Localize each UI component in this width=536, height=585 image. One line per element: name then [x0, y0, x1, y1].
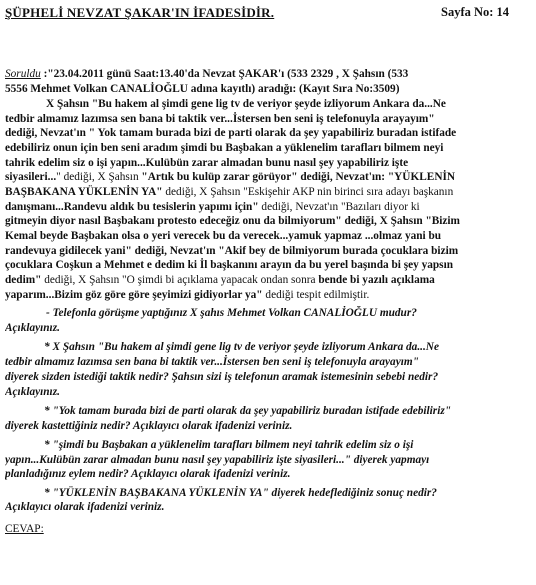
text-line: [46, 306, 532, 320]
text-line: [5, 419, 532, 433]
text-run: X Şahsın "Bu hakem al şimdi gene lig tv de veriyor şeyde izliyorum Ankara da...Ne: [46, 98, 446, 110]
text-line: [5, 141, 532, 155]
text-run: 5556 Mehmet Volkan CANALİOĞLU adına kayıtlı) aradığı: (Kayıt Sıra No:3509): [5, 83, 400, 95]
text-line: [5, 126, 532, 140]
text-line: [5, 522, 532, 536]
text-line: [5, 355, 532, 369]
text-line: [5, 200, 532, 214]
text-run: Açıklayınız.: [5, 386, 60, 398]
text-line: [5, 67, 532, 81]
text-run: dediği, Nevzat'ın " Yok tamam burada bizi de parti olarak da şey yapabiliriz buradan istifade: [5, 127, 457, 139]
text-run: * "şimdi bu Başbakan a yüklenelim tarafları bilmem neyi tahrik edelim siz o işi: [44, 439, 414, 451]
text-run: tahrik edelim siz o işi yapın...Kulübün zarar almadan bunu nasıl şey yapabiliriz işte: [5, 157, 409, 169]
text-run: yapın...Kulübün zarar almadan bunu nasıl şey yapabiliriz işte siyasileri..." diyerek yapmayı: [5, 454, 430, 466]
text-run: * X Şahsın "Bu hakem al şimdi gene lig tv de veriyor şeyde izliyorum Ankara da...Ne: [44, 341, 439, 353]
text-line: [5, 170, 532, 184]
page-number: Sayfa No: 14: [441, 5, 510, 19]
text-run: dediği, X Şahsın "Eskişehir AKP nin birinci sıra adayı başkanın: [162, 186, 454, 198]
text-line: [5, 321, 532, 335]
text-run: Soruldu: [5, 68, 41, 80]
text-run: bende bi yazılı açıklama: [318, 274, 435, 286]
text-run: Açıklayıcı olarak ifadenizi veriniz.: [5, 501, 165, 513]
text-run: - Telefonla görüşme yaptığınız X şahıs Mehmet Volkan CANALİOĞLU mudur?: [46, 307, 417, 319]
text-run: yaparım...Bizim göz göre göre şeyimizi gidiyorlar ya": [5, 289, 263, 301]
text-run: Kemal beyde Başbakan olsa o yeri verecek bu da verecek...yamuk yapmaz ...olmaz yani bu: [5, 230, 442, 242]
text-run: tedbir almamız lazımsa sen bana bi taktik ver...İstersen ben seni iş telefonuyla arayayım": [5, 113, 435, 125]
text-line: [5, 156, 532, 170]
text-line: [5, 385, 532, 399]
text-run: :"23.04.2011 günü Saat:13.40'da Nevzat ŞAKAR'ı (533 2329 , X Şahsın (533: [40, 68, 409, 80]
text-run: dediği, Nevzat'ın: "YÜKLENİN: [297, 171, 456, 183]
text-run: siyasileri...: [5, 171, 57, 183]
text-run: " dediği, X Şahsın: [56, 171, 142, 183]
text-line: [5, 229, 532, 243]
text-run: tedbir almamız lazımsa sen bana bi taktik ver...İstersen ben seni iş telefonuyla arayayım": [5, 356, 419, 368]
text-line: [46, 97, 532, 111]
text-line: [5, 467, 532, 481]
text-run: BAŞBAKANA YÜKLENİN YA": [5, 186, 163, 198]
text-line: [5, 214, 532, 228]
text-run: CEVAP:: [5, 523, 44, 535]
text-line: [5, 273, 532, 287]
text-line: [5, 185, 532, 199]
text-line: [5, 288, 532, 302]
text-run: danışmanı...Randevu aldık bu tesislerin yapımı için": [5, 201, 259, 213]
text-run: planladığınız eylem nedir? Açıklayıcı olarak ifadenizi veriniz.: [5, 468, 291, 480]
text-run: dediği, Nevzat'ın "Bazıları diyor ki: [258, 201, 420, 213]
document-title: ŞÜPHELİ NEVZAT ŞAKAR'IN İFADESİDİR.: [5, 5, 275, 20]
text-run: Açıklayınız.: [5, 322, 60, 334]
text-run: çocuklara Coşkun a Mehmet e dedim ki İl başkanını arayın da bu yerel başında bi şey yapsın: [5, 259, 453, 271]
text-line: [44, 438, 532, 452]
text-run: dediği, X Şahsın "O şimdi bi açıklama yapacak ondan sonra: [41, 274, 319, 286]
text-line: [44, 404, 532, 418]
text-run: * "Yok tamam burada bizi de parti olarak da şey yapabiliriz buradan istifade edebiliriz": [44, 405, 452, 417]
text-run: dediği tespit edilmiştir.: [262, 289, 370, 301]
text-run: diyerek kastettiğiniz nedir? Açıklayıcı olarak ifadenizi veriniz.: [5, 420, 293, 432]
text-run: gitmeyin diyor nasıl Başbakanı protesto edeceğiz onu da bilmiyorum" dediği, X Şahsın "Bizim: [5, 215, 460, 227]
text-run: diyerek sizden istediği taktik nedir? Şahsın sizi iş telefonun aramak istemesinin sebebi nedir?: [5, 371, 439, 383]
text-line: [44, 486, 532, 500]
text-line: [5, 244, 532, 258]
text-line: [5, 500, 532, 514]
text-run: "Artık bu kulüp zarar görüyor": [141, 171, 298, 183]
text-run: randevuya gidilecek yani" dediği, Nevzat'ın "Akif bey de bilmiyorum burada çocuklara bizim: [5, 245, 459, 257]
text-line: [5, 370, 532, 384]
text-line: [5, 258, 532, 272]
text-line: [44, 340, 532, 354]
text-line: [5, 82, 532, 96]
text-line: [5, 453, 532, 467]
text-run: dedim": [5, 274, 42, 286]
text-line: [5, 112, 532, 126]
text-run: * "YÜKLENİN BAŞBAKANA YÜKLENİN YA" diyerek hedeflediğiniz sonuç nedir?: [44, 487, 437, 499]
text-run: edebiliriz onun için ben seni aradım şimdi bu Başbakan a yüklenelim tarafları bilmem neyi: [5, 142, 444, 154]
